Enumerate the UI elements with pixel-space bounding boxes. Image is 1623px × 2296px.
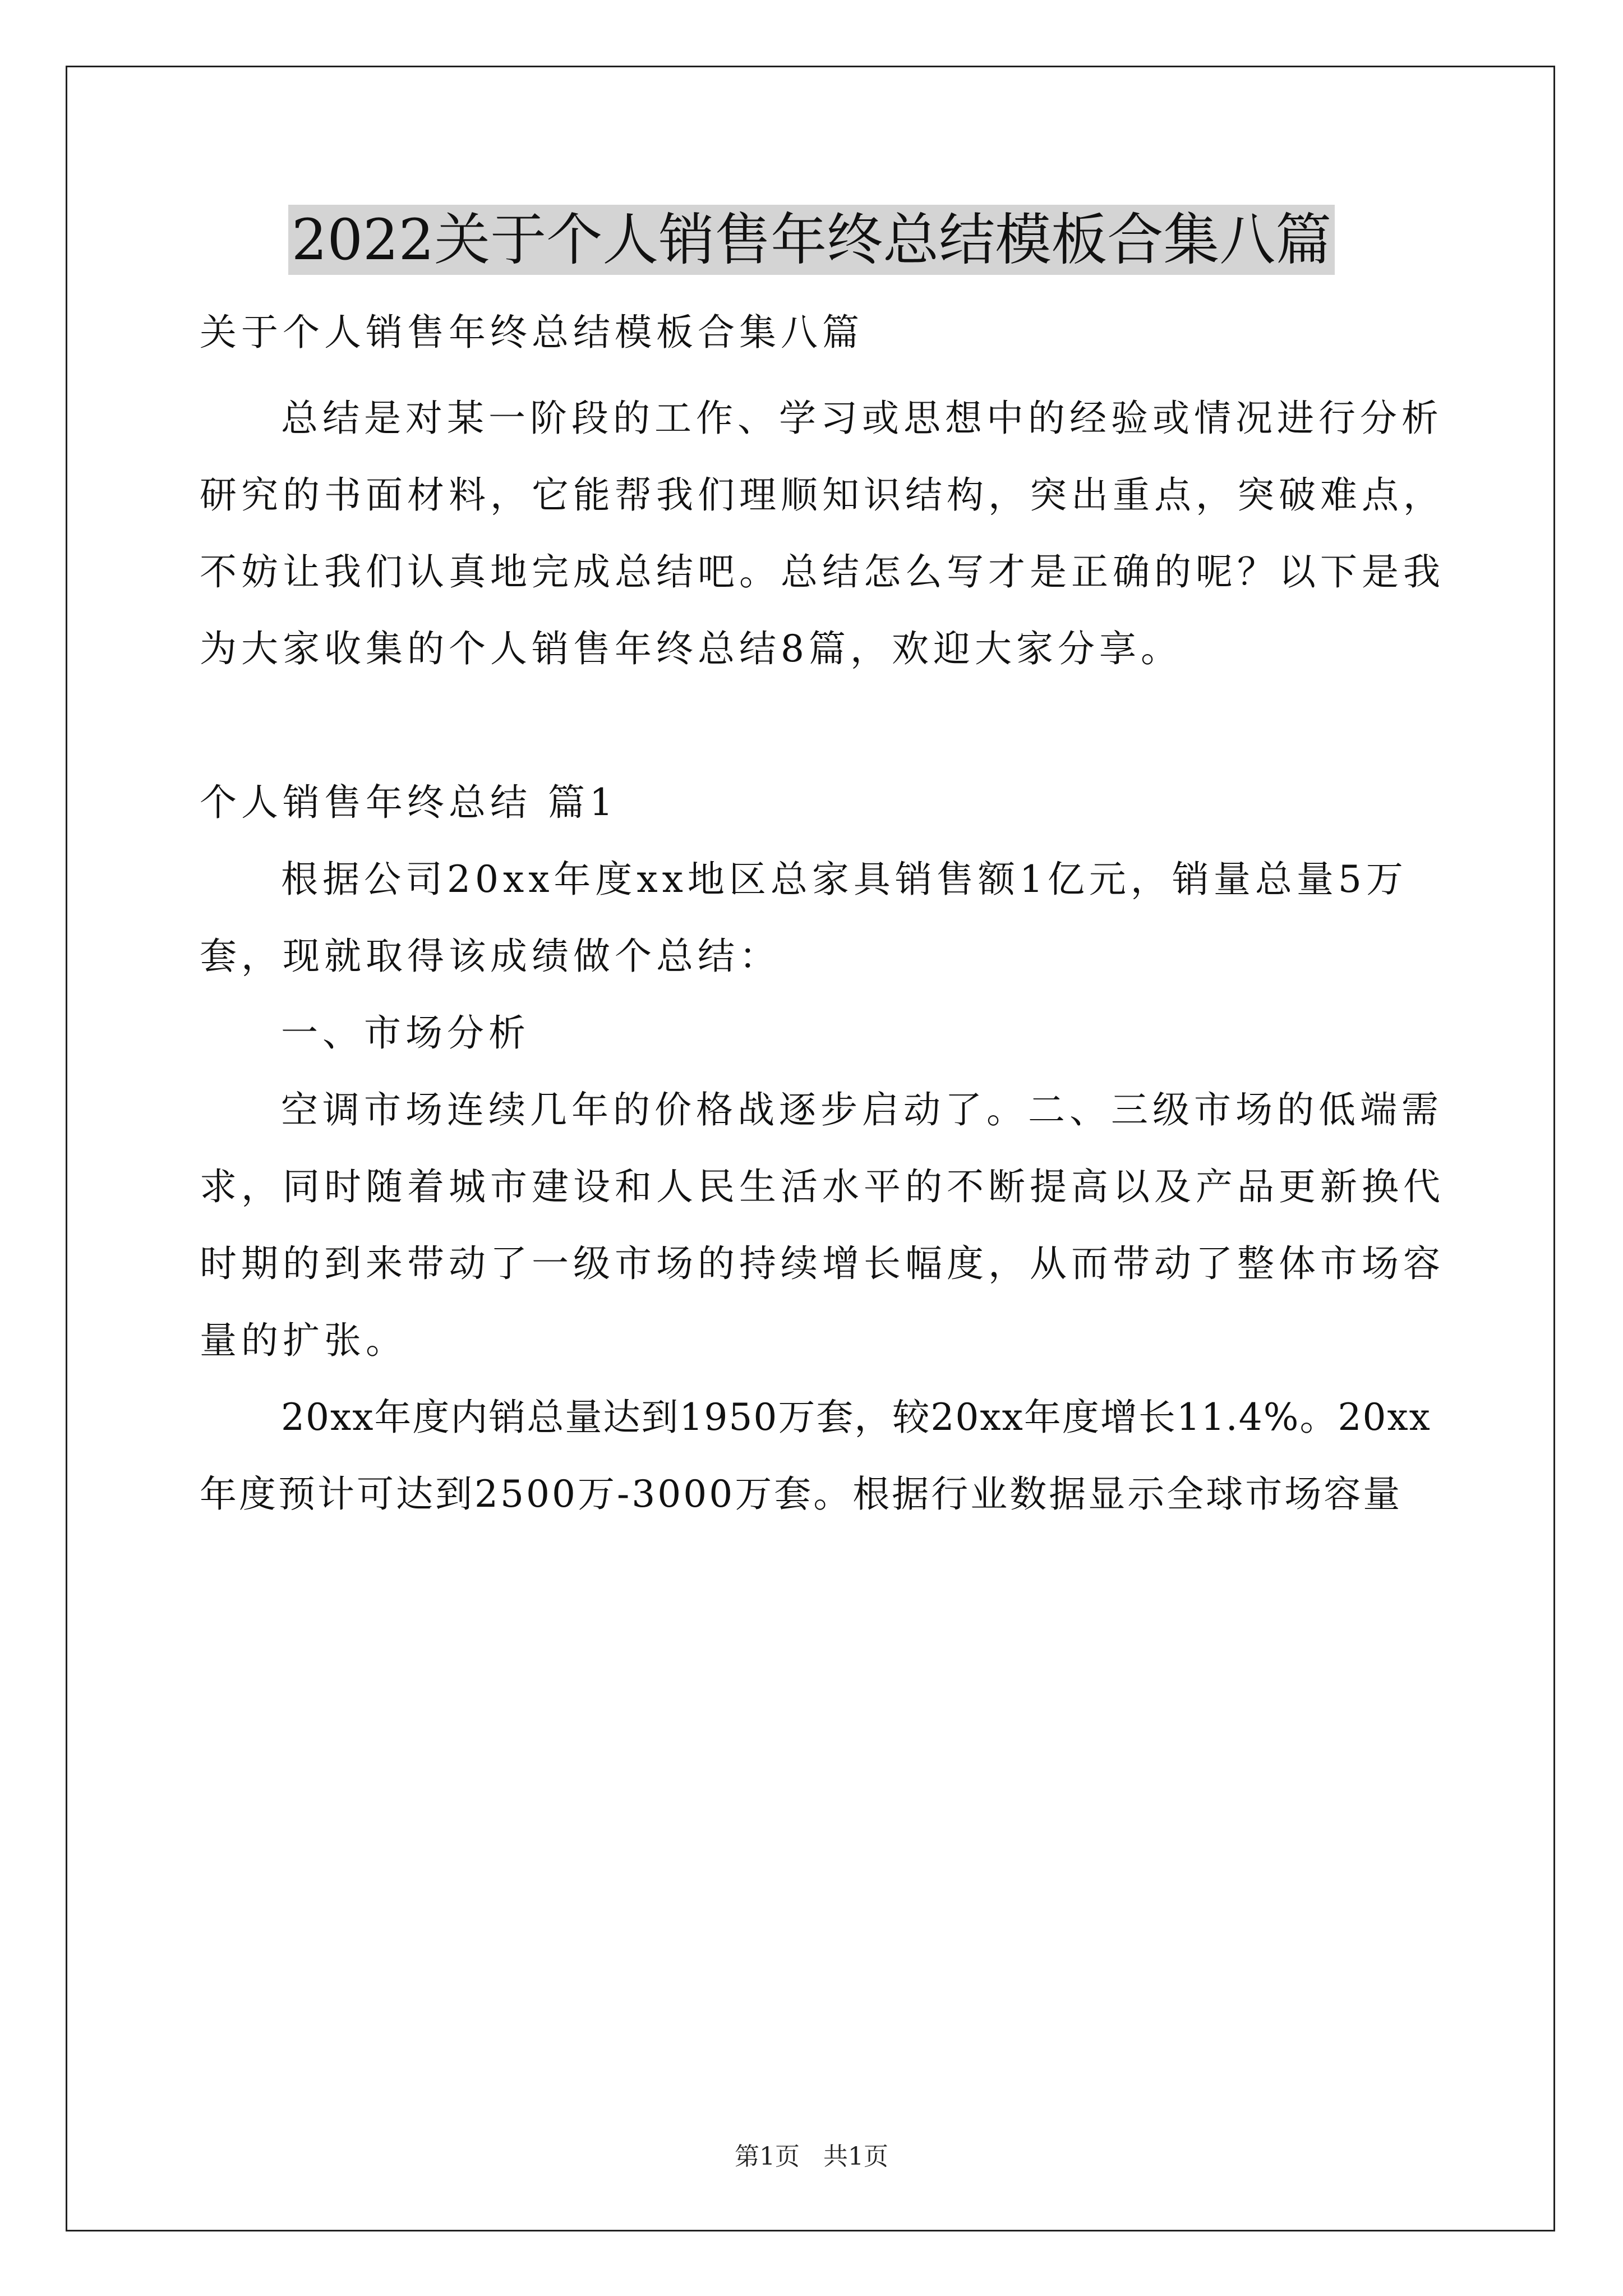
page-border [66,66,1555,2231]
paragraph-line: 根据公司20xx年度xx地区总家具销售额1亿元，销量总量5万 [281,858,1408,901]
page-number: 第1页 共1页 [735,2142,888,2171]
paragraph-line: 研究的书面材料，它能帮我们理顺知识结构，突出重点，突破难点， [200,473,1445,517]
paragraph-line: 时期的到来带动了一级市场的持续增长幅度，从而带动了整体市场容 [200,1242,1445,1285]
subsection-heading: 一、市场分析 [281,1011,530,1055]
paragraph-line: 年度预计可达到2500万-3000万套。根据行业数据显示全球市场容量 [200,1473,1403,1516]
document-title: 2022关于个人销售年终总结模板合集八篇 [288,205,1335,275]
section-heading: 个人销售年终总结 篇1 [200,781,617,824]
paragraph-line: 量的扩张。 [200,1319,407,1362]
page-footer [0,2143,1623,2171]
paragraph-line: 求，同时随着城市建设和人民生活水平的不断提高以及产品更新换代 [200,1165,1445,1208]
title-wrap [0,205,1623,275]
paragraph-line: 为大家收集的个人销售年终总结8篇，欢迎大家分享。 [200,627,1182,670]
subtitle-line: 关于个人销售年终总结模板合集八篇 [200,311,864,354]
paragraph-line: 空调市场连续几年的价格战逐步启动了。二、三级市场的低端需 [281,1088,1443,1131]
paragraph-line: 20xx年度内销总量达到1950万套，较20xx年度增长11.4%。20xx [281,1396,1431,1439]
paragraph-line: 总结是对某一阶段的工作、学习或思想中的经验或情况进行分析 [281,397,1443,440]
paragraph-line: 不妨让我们认真地完成总结吧。总结怎么写才是正确的呢？以下是我 [200,550,1445,593]
paragraph-line: 套，现就取得该成绩做个总结： [200,935,781,978]
